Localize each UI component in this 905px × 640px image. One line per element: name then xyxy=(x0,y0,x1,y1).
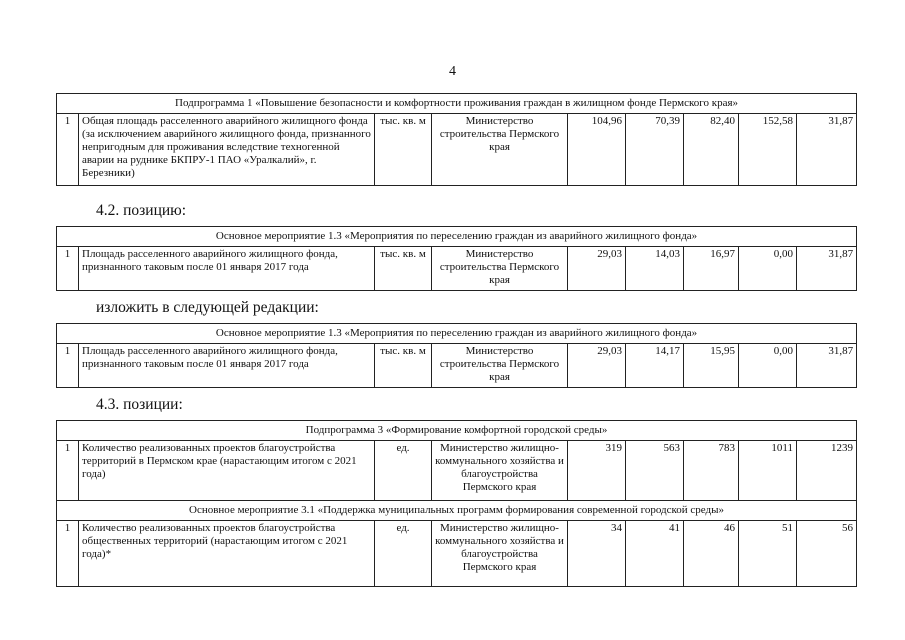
value-cell: 783 xyxy=(684,441,739,501)
value-cell: 34 xyxy=(568,521,626,587)
row-number: 1 xyxy=(57,114,79,186)
row-number: 1 xyxy=(57,344,79,388)
unit: тыс. кв. м xyxy=(375,114,432,186)
value-cell: 31,87 xyxy=(797,247,857,291)
indicator-name: Общая площадь расселенного аварийного жилищного фонда (за исключением аварийного жилищного фонда, признанного непригодным для проживания вследствие техногенной аварии на руднике БКПРУ-1 ПАО «Уралкалий», г. Березники) xyxy=(79,114,375,186)
table-header: Основное мероприятие 3.1 «Поддержка муниципальных программ формирования современной городской среды» xyxy=(57,501,857,521)
value-cell: 1239 xyxy=(797,441,857,501)
unit: тыс. кв. м xyxy=(375,344,432,388)
indicator-name: Площадь расселенного аварийного жилищного фонда, признанного таковым после 01 января 2017 года xyxy=(79,247,375,291)
value-cell: 319 xyxy=(568,441,626,501)
unit: ед. xyxy=(375,441,432,501)
value-cell: 41 xyxy=(626,521,684,587)
table-row xyxy=(57,344,857,388)
ministry: Министерство строительства Пермского края xyxy=(432,344,568,388)
value-cell: 29,03 xyxy=(568,344,626,388)
row-number: 1 xyxy=(57,521,79,587)
table-header: Основное мероприятие 1.3 «Мероприятия по переселению граждан из аварийного жилищного фонда» xyxy=(57,227,857,247)
indicator-name: Количество реализованных проектов благоустройства общественных территорий (нарастающим итогом с 2021 года)* xyxy=(79,521,375,587)
value-cell: 14,03 xyxy=(626,247,684,291)
table-measure-1-3-new xyxy=(56,323,857,388)
table-row xyxy=(57,521,857,587)
value-cell: 14,17 xyxy=(626,344,684,388)
value-cell: 29,03 xyxy=(568,247,626,291)
value-cell: 104,96 xyxy=(568,114,626,186)
value-cell: 16,97 xyxy=(684,247,739,291)
value-cell: 56 xyxy=(797,521,857,587)
row-number: 1 xyxy=(57,247,79,291)
table-subprogram-3 xyxy=(56,420,857,587)
ministry: Министерство жилищно-коммунального хозяйства и благоустройства Пермского края xyxy=(432,521,568,587)
value-cell: 0,00 xyxy=(739,247,797,291)
value-cell: 46 xyxy=(684,521,739,587)
value-cell: 1011 xyxy=(739,441,797,501)
table-row xyxy=(57,247,857,291)
value-cell: 31,87 xyxy=(797,114,857,186)
value-cell: 82,40 xyxy=(684,114,739,186)
value-cell: 563 xyxy=(626,441,684,501)
table-row xyxy=(57,114,857,186)
unit: ед. xyxy=(375,521,432,587)
value-cell: 51 xyxy=(739,521,797,587)
table-header: Основное мероприятие 1.3 «Мероприятия по переселению граждан из аварийного жилищного фонда» xyxy=(57,324,857,344)
table-subprogram-1 xyxy=(56,93,857,186)
ministry: Министерство строительства Пермского края xyxy=(432,247,568,291)
section-heading: 4.3. позиции: xyxy=(96,396,183,413)
value-cell: 0,00 xyxy=(739,344,797,388)
unit: тыс. кв. м xyxy=(375,247,432,291)
value-cell: 152,58 xyxy=(739,114,797,186)
indicator-name: Количество реализованных проектов благоустройства территорий в Пермском крае (нарастающим итогом с 2021 года) xyxy=(79,441,375,501)
table-header: Подпрограмма 1 «Повышение безопасности и комфортности проживания граждан в жилищном фонде Пермского края» xyxy=(57,94,857,114)
value-cell: 31,87 xyxy=(797,344,857,388)
table-header: Подпрограмма 3 «Формирование комфортной городской среды» xyxy=(57,421,857,441)
row-number: 1 xyxy=(57,441,79,501)
table-row xyxy=(57,441,857,501)
page-number: 4 xyxy=(449,64,456,79)
value-cell: 70,39 xyxy=(626,114,684,186)
indicator-name: Площадь расселенного аварийного жилищного фонда, признанного таковым после 01 января 2017 года xyxy=(79,344,375,388)
section-heading: 4.2. позицию: xyxy=(96,202,187,219)
table-measure-1-3-old xyxy=(56,226,857,291)
value-cell: 15,95 xyxy=(684,344,739,388)
ministry: Министерство строительства Пермского края xyxy=(432,114,568,186)
section-heading: изложить в следующей редакции: xyxy=(96,299,319,316)
ministry: Министерство жилищно-коммунального хозяйства и благоустройства Пермского края xyxy=(432,441,568,501)
